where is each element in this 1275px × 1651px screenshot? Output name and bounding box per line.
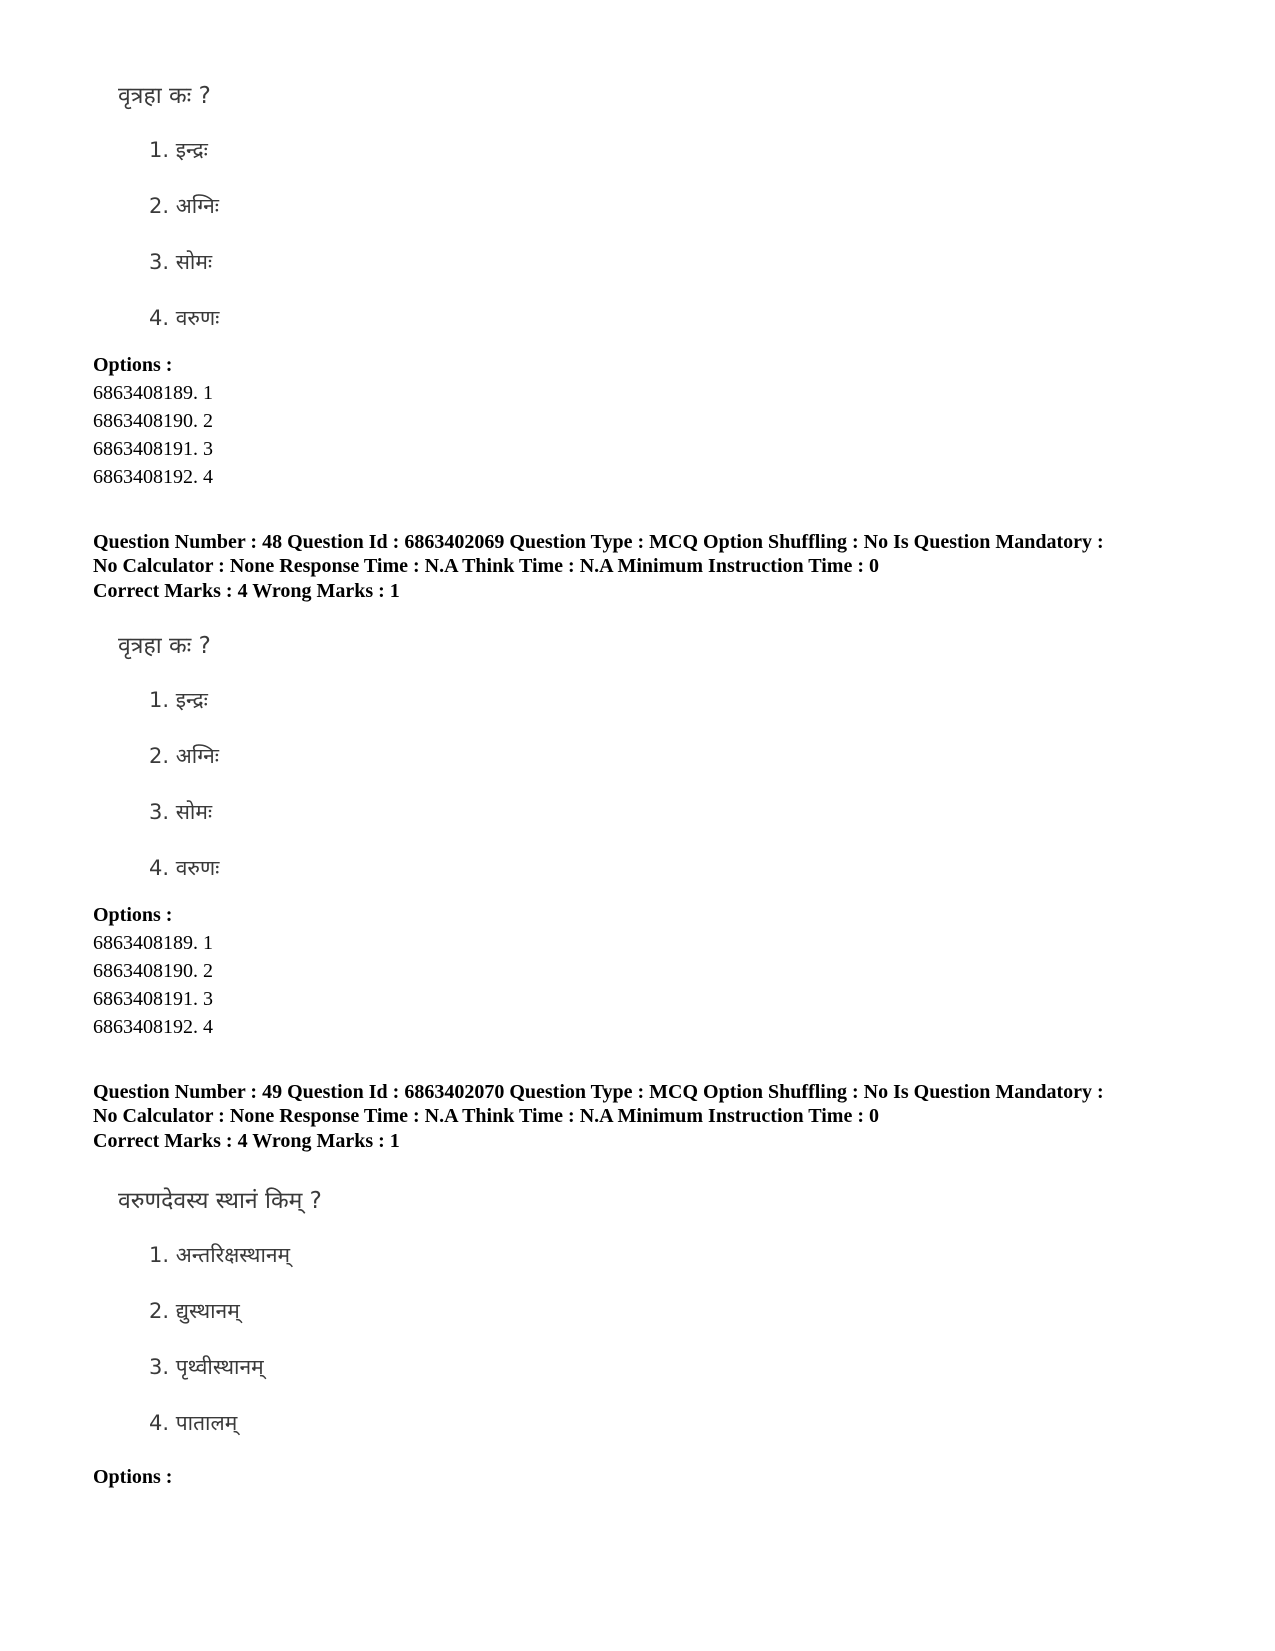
- q47-option-id-4: 6863408192. 4: [93, 466, 213, 488]
- q48-marks: Correct Marks : 4 Wrong Marks : 1: [93, 580, 400, 602]
- q48-option-id-1: 6863408189. 1: [93, 932, 213, 954]
- q48-question-text: वृत्रहा कः ?: [118, 633, 211, 659]
- q47-option-id-3: 6863408191. 3: [93, 438, 213, 460]
- q48-option-id-4: 6863408192. 4: [93, 1016, 213, 1038]
- q49-choice-4: 4. पातालम्: [149, 1411, 238, 1435]
- q48-meta-line1: Question Number : 48 Question Id : 6863402069 Question Type : MCQ Option Shuffling : No Is Question Mandatory :: [93, 531, 1104, 553]
- q48-option-id-2: 6863408190. 2: [93, 960, 213, 982]
- q47-options-label: Options :: [93, 354, 173, 376]
- q48-choice-3: 3. सोमः: [149, 800, 213, 824]
- q49-meta-line2: No Calculator : None Response Time : N.A Think Time : N.A Minimum Instruction Time : 0: [93, 1105, 879, 1127]
- q48-meta: [93, 530, 1193, 578]
- q49-question-text: वरुणदेवस्य स्थानं किम् ?: [118, 1188, 322, 1214]
- q47-choice-4: 4. वरुणः: [149, 306, 220, 330]
- q47-option-id-2: 6863408190. 2: [93, 410, 213, 432]
- q47-option-id-1: 6863408189. 1: [93, 382, 213, 404]
- q49-meta: [93, 1080, 1193, 1128]
- q49-meta-line1: Question Number : 49 Question Id : 6863402070 Question Type : MCQ Option Shuffling : No Is Question Mandatory :: [93, 1081, 1104, 1103]
- q48-options-label: Options :: [93, 904, 173, 926]
- q48-option-id-3: 6863408191. 3: [93, 988, 213, 1010]
- q48-choice-4: 4. वरुणः: [149, 856, 220, 880]
- q47-choice-1: 1. इन्द्रः: [149, 138, 208, 162]
- q49-options-label: Options :: [93, 1466, 173, 1488]
- q49-choice-2: 2. द्युस्थानम्: [149, 1299, 240, 1323]
- q47-question-text: वृत्रहा कः ?: [118, 83, 211, 109]
- q47-choice-3: 3. सोमः: [149, 250, 213, 274]
- q49-choice-1: 1. अन्तरिक्षस्थानम्: [149, 1243, 291, 1267]
- q49-marks: Correct Marks : 4 Wrong Marks : 1: [93, 1130, 400, 1152]
- q48-meta-line2: No Calculator : None Response Time : N.A Think Time : N.A Minimum Instruction Time : 0: [93, 555, 879, 577]
- q48-choice-1: 1. इन्द्रः: [149, 688, 208, 712]
- q49-choice-3: 3. पृथ्वीस्थानम्: [149, 1355, 264, 1379]
- q47-choice-2: 2. अग्निः: [149, 194, 219, 218]
- q48-choice-2: 2. अग्निः: [149, 744, 219, 768]
